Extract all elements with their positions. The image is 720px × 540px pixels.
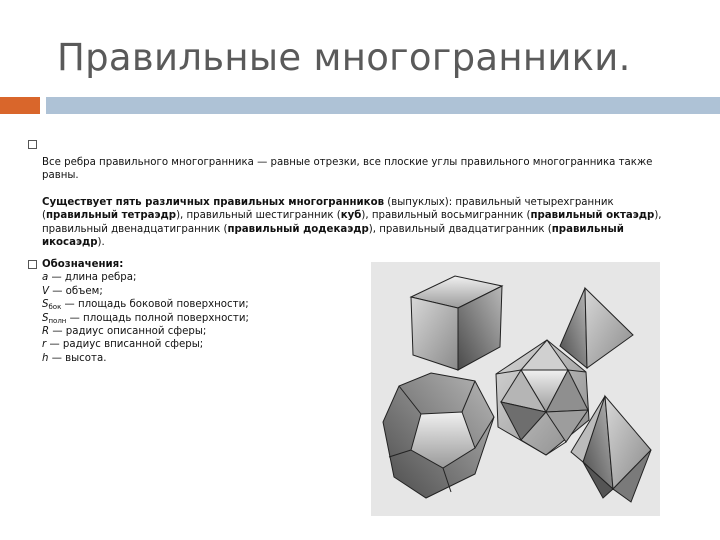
text-span: ), правильный шестигранник ( bbox=[176, 210, 341, 222]
accent-bar-orange bbox=[0, 97, 40, 114]
bold-text: правильный октаэдр bbox=[530, 210, 655, 222]
notation-a: a — длина ребра; bbox=[42, 272, 137, 284]
notation-r: r — радиус вписанной сферы; bbox=[42, 339, 204, 351]
dodecahedron-shape bbox=[383, 373, 494, 498]
notation-header: Обозначения: bbox=[42, 259, 124, 270]
polyhedra-svg bbox=[371, 262, 660, 516]
bullet-1 bbox=[28, 140, 37, 149]
text-span: ), правильный двенадцатигранник ( bbox=[42, 210, 662, 235]
pyramid-shape bbox=[560, 288, 633, 368]
bold-text: правильный тетраэдр bbox=[45, 210, 177, 222]
notation-sbok: $S_{бок}$ — площадь боковой поверхности; bbox=[42, 299, 249, 312]
bold-text: куб bbox=[340, 210, 362, 222]
paragraph-five-polyhedra bbox=[42, 196, 682, 250]
polyhedra-illustration bbox=[371, 262, 660, 516]
notation-v: V — объем; bbox=[42, 285, 103, 297]
text-span: (выпуклых): правильный четырехгранник ( bbox=[42, 197, 614, 222]
accent-bar-blue bbox=[46, 97, 720, 114]
bold-text: Существует пять различных правильных многогранников bbox=[42, 197, 385, 208]
notation-spoln: $S_{полн}$ — площадь полной поверхности; bbox=[42, 312, 249, 325]
slide-title: Правильные многогранники. bbox=[57, 36, 631, 79]
paragraph-edges: Все ребра правильного многогранника — равные отрезки, все плоские углы правильного многогранника также равны. bbox=[42, 157, 653, 182]
bold-text: правильный додекаэдр bbox=[227, 223, 369, 235]
text-span: ). bbox=[97, 237, 105, 249]
bold-text: правильный икосаэдр bbox=[42, 223, 624, 249]
bullet-2 bbox=[28, 260, 37, 269]
notation-h: h — высота. bbox=[42, 352, 107, 364]
text-span: ), правильный восьмигранник ( bbox=[361, 210, 531, 222]
text-span: ), правильный двадцатигранник ( bbox=[368, 223, 552, 235]
notation-R: R — радиус описанной сферы; bbox=[42, 326, 207, 338]
cube-shape bbox=[411, 276, 502, 370]
notation-block bbox=[42, 258, 362, 365]
